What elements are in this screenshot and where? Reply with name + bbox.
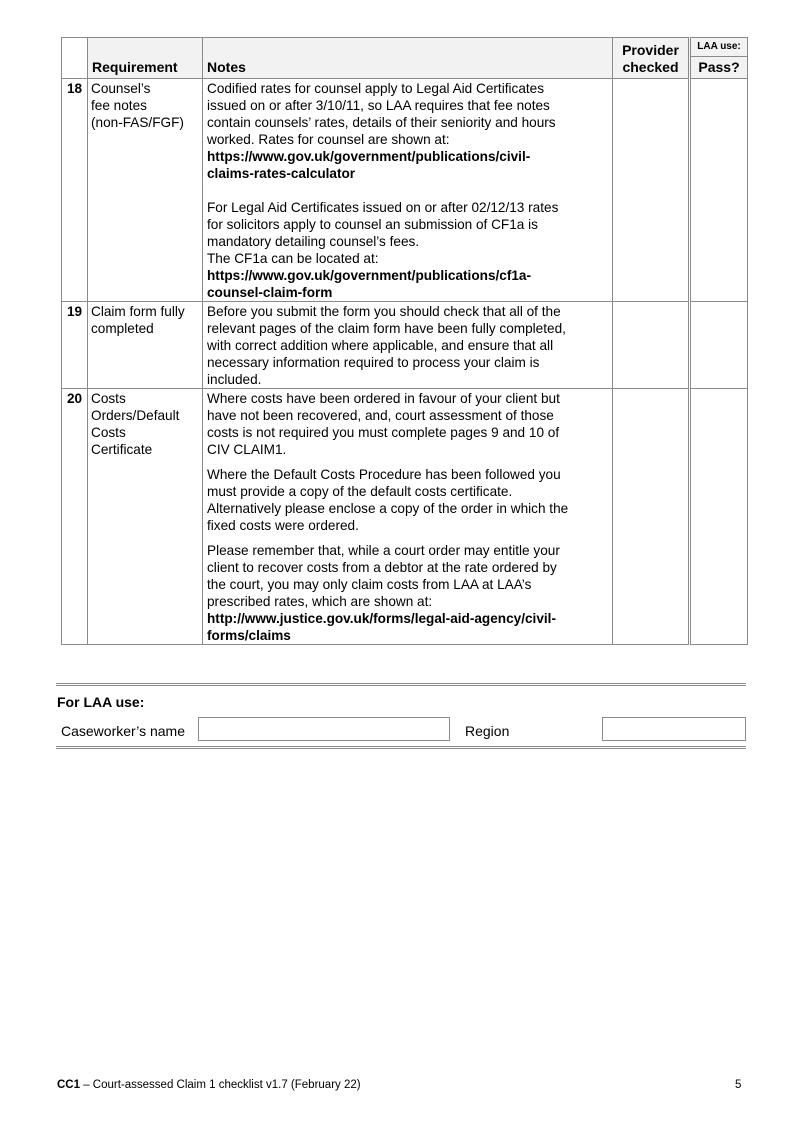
notes-line: with correct addition where applicable, and ensure that all — [207, 338, 554, 353]
provider-checked-cell[interactable] — [613, 302, 690, 389]
laa-use-header-label: LAA use: — [691, 38, 747, 57]
row-number: 20 — [62, 389, 88, 645]
laa-pass-column-header — [690, 38, 748, 79]
requirement-line: Counsel’s — [91, 81, 151, 96]
notes-line: Codified rates for counsel apply to Legal Aid Certificates — [207, 81, 545, 96]
notes-paragraph — [207, 390, 608, 458]
row-number: 18 — [62, 79, 88, 302]
requirement-line: completed — [91, 321, 154, 336]
provider-checked-cell[interactable] — [613, 79, 690, 302]
notes-paragraph — [207, 199, 608, 301]
region-field[interactable] — [602, 717, 746, 741]
notes-line: prescribed rates, which are shown at: — [207, 594, 433, 609]
notes-line: Alternatively please enclose a copy of the order in which the — [207, 501, 569, 516]
link-line: https://www.gov.uk/government/publications/civil- — [207, 149, 531, 164]
link-line: http://www.justice.gov.uk/forms/legal-aid-agency/civil- — [207, 611, 556, 626]
civil-forms-claims-link[interactable] — [207, 610, 608, 644]
notes-line: included. — [207, 372, 262, 387]
notes-line: The CF1a can be located at: — [207, 251, 379, 266]
notes-line: necessary information required to process your claim is — [207, 355, 540, 370]
notes-line: for solicitors apply to counsel an submission of CF1a is — [207, 217, 538, 232]
requirement-line: (non-FAS/FGF) — [91, 115, 184, 130]
laa-use-title: For LAA use: — [57, 694, 145, 710]
provider-header-line1: Provider — [622, 42, 679, 58]
requirement-line: Costs — [91, 425, 126, 440]
requirement-cell — [88, 302, 203, 389]
notes-line: must provide a copy of the default costs certificate. — [207, 484, 513, 499]
notes-line: client to recover costs from a debtor at the rate ordered by — [207, 560, 557, 575]
notes-line: Where the Default Costs Procedure has been followed you — [207, 467, 561, 482]
provider-checked-column-header — [613, 38, 690, 79]
notes-paragraph — [207, 466, 608, 534]
row-number: 19 — [62, 302, 88, 389]
notes-line: relevant pages of the claim form have been fully completed, — [207, 321, 566, 336]
notes-line: issued on or after 3/10/11, so LAA requires that fee notes — [207, 98, 550, 113]
notes-paragraph — [207, 80, 608, 182]
notes-paragraph — [207, 303, 608, 388]
notes-line: For Legal Aid Certificates issued on or after 02/12/13 rates — [207, 200, 559, 215]
notes-line: have not been recovered, and, court assessment of those — [207, 408, 554, 423]
notes-line: the court, you may only claim costs from LAA at LAA’s — [207, 577, 532, 592]
requirement-line: fee notes — [91, 98, 147, 113]
laa-pass-cell[interactable] — [690, 302, 748, 389]
footer-document-title — [57, 1077, 361, 1094]
link-line: counsel-claim-form — [207, 285, 333, 300]
provider-checked-cell[interactable] — [613, 389, 690, 645]
region-label: Region — [465, 723, 510, 739]
laa-pass-cell[interactable] — [690, 79, 748, 302]
notes-cell — [203, 389, 613, 645]
notes-line: worked. Rates for counsel are shown at: — [207, 132, 450, 147]
requirement-line: Orders/Default — [91, 408, 180, 423]
notes-line: fixed costs were ordered. — [207, 518, 359, 533]
link-line: claims-rates-calculator — [207, 166, 356, 181]
requirement-column-header: Requirement — [88, 38, 203, 79]
link-line: forms/claims — [207, 628, 291, 643]
page-number: 5 — [735, 1079, 742, 1091]
requirement-cell — [88, 389, 203, 645]
notes-cell — [203, 79, 613, 302]
requirement-line: Claim form fully — [91, 304, 185, 319]
notes-line: CIV CLAIM1. — [207, 442, 287, 457]
footer-form-code: CC1 — [57, 1079, 81, 1091]
notes-line: Where costs have been ordered in favour of your client but — [207, 391, 560, 406]
cf1a-form-link[interactable] — [207, 267, 608, 301]
checklist-table — [61, 37, 748, 645]
checklist-row-19 — [62, 302, 748, 389]
notes-line: costs is not required you must complete pages 9 and 10 of — [207, 425, 560, 440]
rates-calculator-link[interactable] — [207, 148, 608, 182]
requirement-cell — [88, 79, 203, 302]
provider-header-line2: checked — [622, 59, 679, 75]
checklist-row-20 — [62, 389, 748, 645]
notes-line: mandatory detailing counsel’s fees. — [207, 234, 420, 249]
caseworker-name-field[interactable] — [198, 717, 450, 741]
notes-line: Please remember that, while a court order may entitle your — [207, 543, 560, 558]
notes-line: Before you submit the form you should check that all of the — [207, 304, 561, 319]
pass-header-label: Pass? — [698, 59, 740, 75]
requirement-line: Costs — [91, 391, 126, 406]
number-column-header — [62, 38, 88, 79]
caseworker-name-label: Caseworker’s name — [61, 723, 185, 739]
notes-paragraph — [207, 542, 608, 644]
laa-pass-cell[interactable] — [690, 389, 748, 645]
checklist-row-18 — [62, 79, 748, 302]
laa-use-section — [56, 683, 746, 749]
requirement-line: Certificate — [91, 442, 153, 457]
notes-cell — [203, 302, 613, 389]
link-line: https://www.gov.uk/government/publications/cf1a- — [207, 268, 532, 283]
notes-line: contain counsels’ rates, details of their seniority and hours — [207, 115, 556, 130]
notes-column-header: Notes — [203, 38, 613, 79]
footer-title-text: – Court-assessed Claim 1 checklist v1.7 (February 22) — [80, 1079, 361, 1091]
